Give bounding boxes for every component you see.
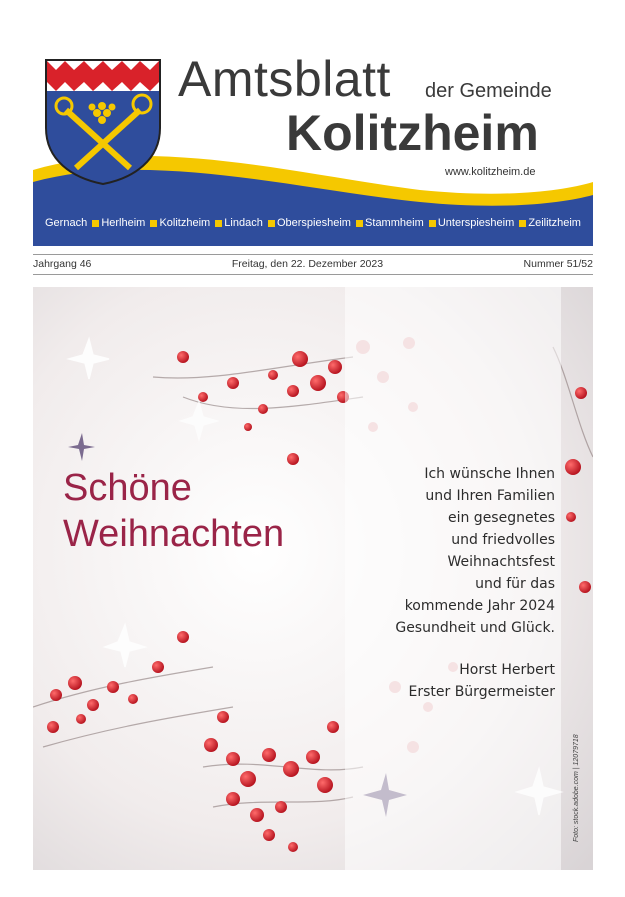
- square-bullet-icon: [150, 220, 157, 227]
- message-line: ein gesegnetes: [447, 510, 555, 526]
- message-line: und friedvolles: [451, 532, 555, 548]
- title-subtitle: der Gemeinde: [425, 80, 552, 102]
- greeting-line-1: Schöne: [63, 467, 192, 509]
- divider-bottom: [33, 274, 593, 275]
- issue-date: Freitag, den 22. Dezember 2023: [231, 258, 384, 270]
- signature-block: [325, 659, 555, 703]
- issue-info-bar: [33, 258, 593, 270]
- greeting-line-2: Weihnachten: [63, 513, 285, 555]
- coat-of-arms-icon: [44, 58, 162, 186]
- square-bullet-icon: [92, 220, 99, 227]
- website-link[interactable]: www.kolitzheim.de: [445, 166, 536, 178]
- title-amtsblatt: Amtsblatt: [178, 51, 391, 107]
- square-bullet-icon: [356, 220, 363, 227]
- masthead: [0, 0, 625, 250]
- square-bullet-icon: [429, 220, 436, 227]
- village-item: Unterspiesheim: [438, 217, 526, 229]
- village-item: Lindach: [224, 217, 275, 229]
- christmas-greeting: [63, 465, 337, 557]
- title-place-name: Kolitzheim: [286, 105, 539, 161]
- village-item: Kolitzheim: [159, 217, 222, 229]
- village-item: Herlheim: [101, 217, 157, 229]
- signature-name: Horst Herbert: [459, 662, 555, 678]
- issue-number: Nummer 51/52: [523, 258, 593, 270]
- signature-title: Erster Bürgermeister: [408, 684, 555, 700]
- village-list: [33, 200, 593, 246]
- christmas-cover-image: [33, 287, 593, 870]
- divider-top: [33, 254, 593, 255]
- square-bullet-icon: [215, 220, 222, 227]
- village-item: Stammheim: [365, 217, 436, 229]
- village-item: Oberspiesheim: [277, 217, 363, 229]
- square-bullet-icon: [268, 220, 275, 227]
- message-line: Gesundheit und Glück.: [395, 620, 555, 636]
- mayor-message: [325, 463, 555, 703]
- message-line: Ich wünsche Ihnen: [424, 466, 555, 482]
- issue-volume: Jahrgang 46: [33, 258, 92, 270]
- message-line: und für das: [475, 576, 555, 592]
- village-item: Zeilitzheim: [528, 217, 581, 229]
- village-item: Gernach: [45, 217, 99, 229]
- message-line: Weihnachtsfest: [447, 554, 555, 570]
- message-line: kommende Jahr 2024: [404, 598, 555, 614]
- message-line: und Ihren Familien: [425, 488, 555, 504]
- square-bullet-icon: [519, 220, 526, 227]
- photo-credit: Foto: stock.adobe.com | 12079718: [573, 734, 580, 842]
